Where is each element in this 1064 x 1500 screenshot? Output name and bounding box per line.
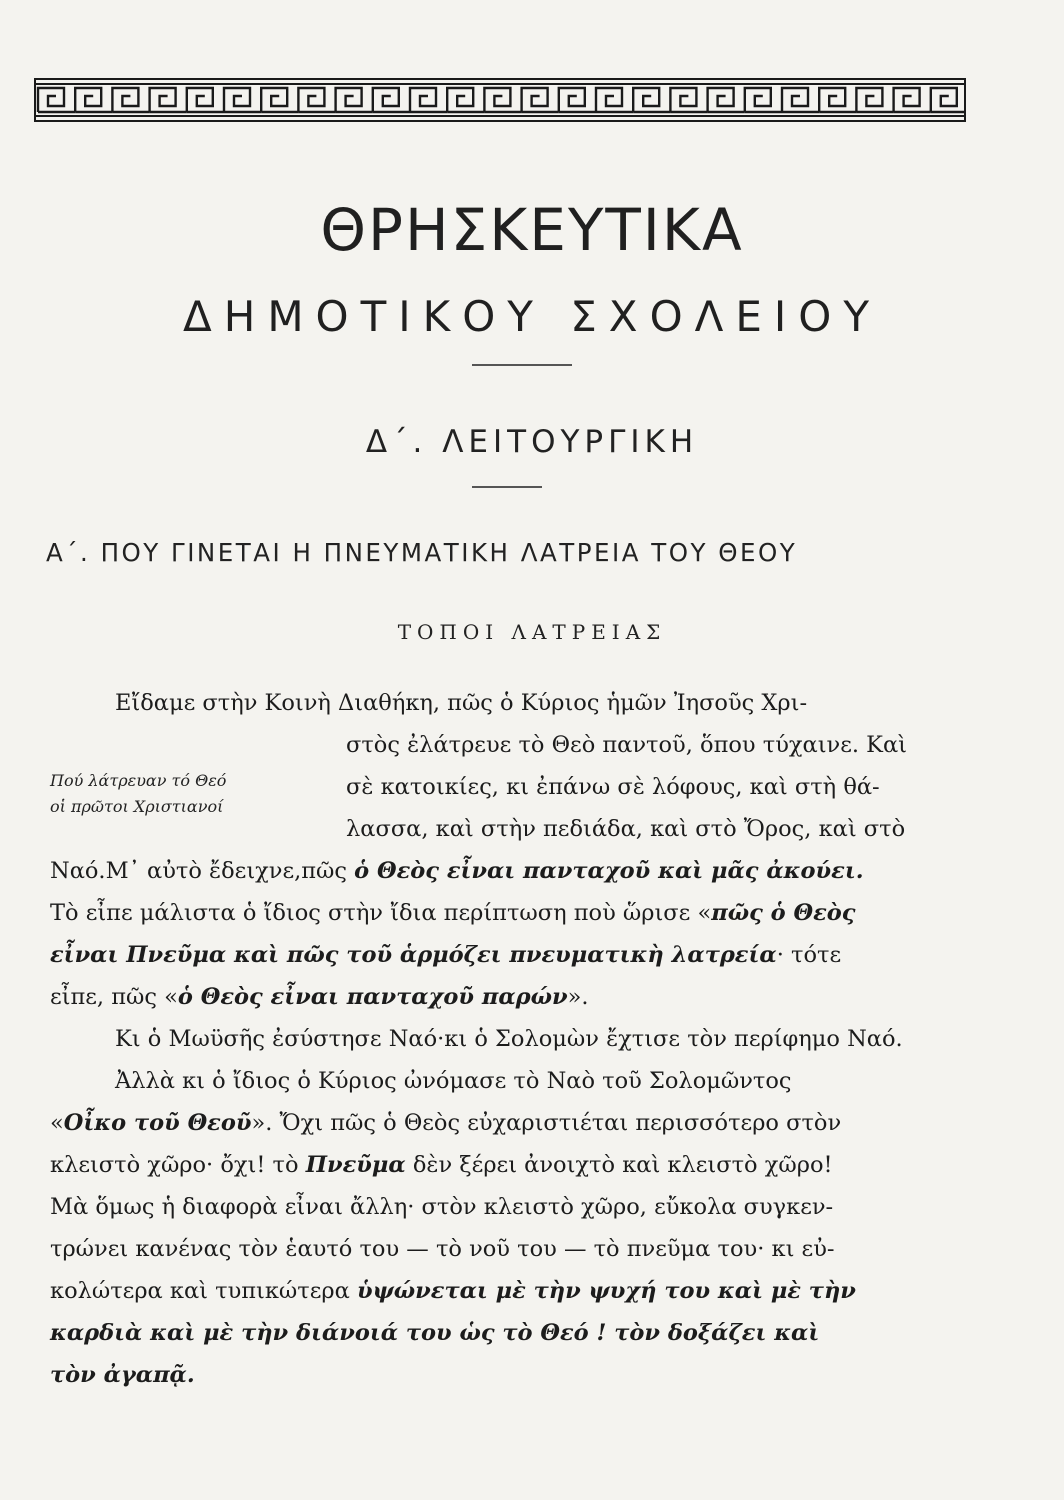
- text-span: Ναό.Μ᾽ αὐτὸ ἔδειχνε,πῶς: [50, 858, 355, 884]
- text-line: Εἴδαμε στὴν Κοινὴ Διαθήκη, πῶς ὁ Κύριος ἡμῶν Ἰησοῦς Χρι-: [115, 690, 808, 716]
- emphasis-text: καρδιὰ καὶ μὲ τὴν διάνοιά του ὡς τὸ Θεό ! τὸν δοξάζει καὶ: [50, 1320, 820, 1346]
- text-line: Κι ὁ Μωϋσῆς ἐσύστησε Ναό·κι ὁ Σολομὼν ἔχτισε τὸν περίφημο Ναό.: [115, 1026, 903, 1052]
- emphasis-text: ὁ Θεὸς εἶναι πανταχοῦ καὶ μᾶς ἀκούει.: [354, 858, 864, 884]
- text-line: [50, 1152, 833, 1178]
- text-line: στὸς ἐλάτρευε τὸ Θεὸ παντοῦ, ὅπου τύχαινε. Καὶ: [346, 732, 907, 758]
- side-note-line: Πού λάτρευαν τό Θεό: [50, 771, 227, 790]
- chapter-heading: ΤΟΠΟΙ ΛΑΤΡΕΙΑΣ: [397, 620, 667, 644]
- text-line: [50, 1110, 841, 1136]
- text-span: εἶπε, πῶς «: [50, 984, 178, 1010]
- text-span: Τὸ εἶπε μάλιστα ὁ ἴδιος στὴν ἴδια περίπτωση ποὺ ὥρισε «: [50, 900, 712, 926]
- text-line: σὲ κατοικίες, κι ἐπάνω σὲ λόφους, καὶ στὴ θά-: [346, 774, 880, 800]
- text-span: · τότε: [776, 942, 842, 968]
- text-line: λασσα, καὶ στὴν πεδιάδα, καὶ στὸ Ὄρος, καὶ στὸ: [346, 816, 906, 842]
- divider-rule: [472, 486, 542, 488]
- text-span: ».: [567, 984, 589, 1010]
- text-line: [50, 1362, 195, 1388]
- text-line: Μὰ ὅμως ἡ διαφορὰ εἶναι ἄλλη· στὸν κλειστὸ χῶρο, εὔκολα συγκεν-: [50, 1194, 834, 1220]
- greek-key-border-icon: [34, 78, 966, 122]
- emphasis-text: Οἶκο τοῦ Θεοῦ: [63, 1110, 252, 1136]
- emphasis-text: ὁ Θεὸς εἶναι πανταχοῦ παρών: [177, 984, 568, 1010]
- emphasis-text: ὑψώνεται μὲ τὴν ψυχή του καὶ μὲ τὴν: [356, 1278, 856, 1304]
- emphasis-text: πῶς ὁ Θεὸς: [711, 900, 856, 926]
- text-span: δὲν ξέρει ἀνοιχτὸ καὶ κλειστὸ χῶρο!: [405, 1152, 833, 1178]
- divider-rule: [472, 364, 572, 366]
- text-line: [50, 942, 841, 968]
- text-line: τρώνει κανένας τὸν ἑαυτό του — τὸ νοῦ του — τὸ πνεῦμα του· κι εὐ-: [50, 1236, 835, 1262]
- text-line: Ἀλλὰ κι ὁ ἴδιος ὁ Κύριος ὠνόμασε τὸ Ναὸ τοῦ Σολομῶντος: [115, 1068, 792, 1094]
- chapter-title: Α΄. ΠΟΥ ΓΙΝΕΤΑΙ Η ΠΝΕΥΜΑΤΙΚΗ ΛΑΤΡΕΙΑ ΤΟΥ ΘΕΟΥ: [46, 538, 798, 567]
- text-span: ». Ὄχι πῶς ὁ Θεὸς εὐχαριστιέται περισσότερο στὸν: [251, 1110, 842, 1136]
- section-title: Δ΄. ΛΕΙΤΟΥΡΓΙΚΗ: [365, 424, 699, 460]
- text-span: κολώτερα καὶ τυπικώτερα: [50, 1278, 357, 1304]
- side-note-line: οἱ πρῶτοι Χριστιανοί: [50, 797, 224, 816]
- text-line: [50, 1320, 819, 1346]
- text-line: [50, 1278, 856, 1304]
- text-span: «: [50, 1110, 64, 1136]
- text-span: κλειστὸ χῶρο· ὄχι! τὸ: [50, 1152, 306, 1178]
- emphasis-text: τὸν ἀγαπᾷ.: [50, 1362, 195, 1388]
- text-line: [50, 900, 856, 926]
- side-note: [50, 768, 310, 820]
- book-subtitle: ΔΗΜΟΤΙΚΟΥ ΣΧΟΛΕΙΟΥ: [183, 292, 881, 341]
- text-line: [50, 858, 864, 884]
- text-line: [50, 984, 589, 1010]
- emphasis-text: Πνεῦμα: [305, 1152, 406, 1178]
- emphasis-text: εἶναι Πνεῦμα καὶ πῶς τοῦ ἁρμόζει πνευματικὴ λατρεία: [50, 942, 777, 968]
- book-title: ΘΡΗΣΚΕΥΤΙΚΑ: [320, 196, 744, 264]
